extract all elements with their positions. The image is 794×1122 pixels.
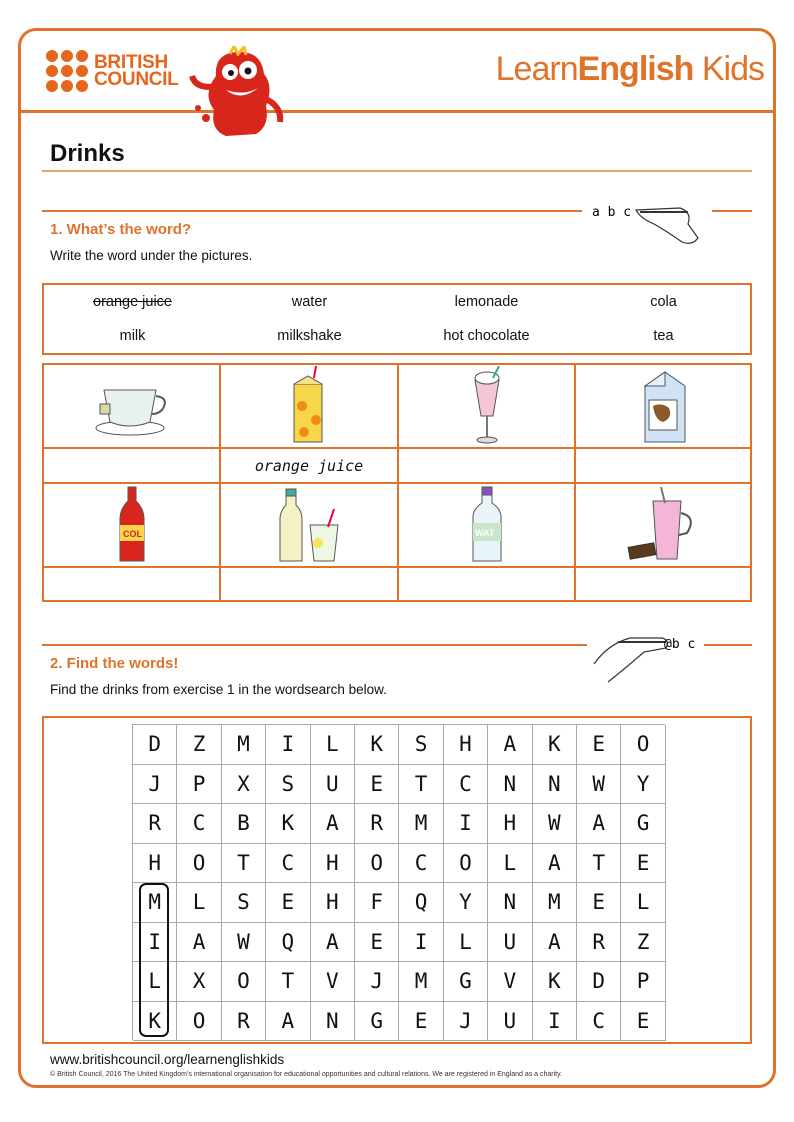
wordsearch-cell[interactable]: J: [444, 1002, 488, 1042]
wordsearch-cell[interactable]: L: [488, 844, 532, 884]
section2-rule: [42, 644, 587, 646]
wordsearch-grid: [132, 724, 665, 1040]
wordsearch-cell[interactable]: L: [177, 883, 221, 923]
wordsearch-cell[interactable]: S: [222, 883, 266, 923]
picture-water: [399, 484, 576, 568]
wordsearch-cell[interactable]: T: [222, 844, 266, 884]
wordsearch-cell[interactable]: S: [399, 725, 443, 765]
wordsearch-cell[interactable]: G: [621, 804, 665, 844]
wordsearch-cell[interactable]: S: [266, 765, 310, 805]
wordsearch-cell[interactable]: O: [177, 1002, 221, 1042]
wordsearch-cell[interactable]: A: [311, 804, 355, 844]
header-divider: [18, 110, 776, 113]
writing-hand-icon: [588, 194, 708, 257]
word-bank: [42, 283, 752, 355]
section1-rule-end: [712, 210, 752, 212]
wordsearch-cell[interactable]: X: [222, 765, 266, 805]
wordsearch-cell[interactable]: K: [533, 725, 577, 765]
wordsearch-cell[interactable]: O: [222, 962, 266, 1002]
wordsearch-cell[interactable]: N: [533, 765, 577, 805]
wordsearch-cell[interactable]: I: [266, 725, 310, 765]
cola-bottle-icon: [112, 485, 152, 565]
wordsearch-cell[interactable]: O: [177, 844, 221, 884]
word-bank-item: orange juice: [93, 294, 172, 310]
wordsearch-cell[interactable]: M: [222, 725, 266, 765]
wordsearch-cell[interactable]: H: [488, 804, 532, 844]
answer-cell[interactable]: [399, 449, 576, 484]
answer-cell[interactable]: orange juice: [221, 449, 399, 484]
wordsearch-cell[interactable]: K: [266, 804, 310, 844]
wordsearch-cell[interactable]: D: [577, 962, 621, 1002]
wordsearch-cell[interactable]: C: [266, 844, 310, 884]
picture-cola: [44, 484, 221, 568]
wordsearch-cell[interactable]: C: [399, 844, 443, 884]
wordsearch-cell[interactable]: A: [533, 844, 577, 884]
word-bank-item: tea: [653, 328, 674, 344]
wordsearch-cell[interactable]: G: [355, 1002, 399, 1042]
wordsearch-cell[interactable]: E: [577, 725, 621, 765]
wordsearch-cell[interactable]: I: [533, 1002, 577, 1042]
section2-heading: 2. Find the words!: [50, 655, 179, 672]
wordsearch-cell[interactable]: K: [533, 962, 577, 1002]
wordsearch-cell[interactable]: V: [311, 962, 355, 1002]
wordsearch-cell[interactable]: F: [355, 883, 399, 923]
section1-instruction: Write the word under the pictures.: [50, 248, 253, 263]
wordsearch-cell[interactable]: K: [355, 725, 399, 765]
wordsearch-cell[interactable]: N: [488, 883, 532, 923]
wordsearch-cell[interactable]: R: [222, 1002, 266, 1042]
wordsearch-cell[interactable]: W: [222, 923, 266, 963]
section2-rule-end: [704, 644, 752, 646]
word-bank-item: milk: [119, 328, 146, 344]
lemonade-icon: [274, 485, 344, 565]
wordsearch-cell[interactable]: I: [399, 923, 443, 963]
wordsearch-cell[interactable]: H: [311, 883, 355, 923]
svg-text:a b c: a b c: [592, 205, 632, 220]
wordsearch-cell[interactable]: Y: [444, 883, 488, 923]
wordsearch-cell[interactable]: H: [311, 844, 355, 884]
wordsearch-cell[interactable]: T: [266, 962, 310, 1002]
svg-text:COL: COL: [122, 529, 142, 539]
wordsearch-cell[interactable]: N: [488, 765, 532, 805]
wordsearch-cell[interactable]: Z: [621, 923, 665, 963]
wordsearch-cell[interactable]: C: [177, 804, 221, 844]
wordsearch-cell[interactable]: N: [311, 1002, 355, 1042]
wordsearch-cell[interactable]: W: [577, 765, 621, 805]
section1-heading: 1. What’s the word?: [50, 221, 192, 238]
wordsearch-cell[interactable]: R: [355, 804, 399, 844]
svg-text:@b c: @b c: [664, 637, 696, 652]
wordsearch-cell[interactable]: A: [488, 725, 532, 765]
word-bank-item: lemonade: [454, 294, 519, 310]
juice-carton-icon: [284, 366, 334, 446]
wordsearch-cell[interactable]: L: [621, 883, 665, 923]
picture-milkshake: [399, 365, 576, 449]
wordsearch-cell[interactable]: E: [399, 1002, 443, 1042]
brand-line1: BRITISH: [94, 52, 168, 73]
british-council-logo: [46, 50, 178, 92]
footer-url[interactable]: www.britishcouncil.org/learnenglishkids: [50, 1052, 285, 1067]
wordsearch-cell[interactable]: Z: [177, 725, 221, 765]
wordsearch-cell[interactable]: R: [133, 804, 177, 844]
picture-tea: [44, 365, 221, 449]
found-word-ring: [139, 883, 169, 1037]
wordsearch-cell[interactable]: U: [488, 923, 532, 963]
wordsearch-cell[interactable]: C: [577, 1002, 621, 1042]
wordsearch-cell[interactable]: E: [621, 844, 665, 884]
logo-dots-icon: [46, 50, 88, 92]
answer-cell[interactable]: [44, 568, 221, 602]
wordsearch-cell[interactable]: U: [488, 1002, 532, 1042]
svg-text:WAT: WAT: [474, 528, 494, 538]
word-bank-item: hot chocolate: [443, 328, 530, 344]
wordsearch-cell[interactable]: Q: [399, 883, 443, 923]
wordsearch-cell[interactable]: H: [444, 725, 488, 765]
wordsearch-cell[interactable]: P: [621, 962, 665, 1002]
wordsearch-cell[interactable]: E: [266, 883, 310, 923]
wordsearch-cell[interactable]: W: [533, 804, 577, 844]
wordsearch-cell[interactable]: H: [133, 844, 177, 884]
wordsearch-cell[interactable]: O: [621, 725, 665, 765]
wordsearch-cell[interactable]: E: [621, 1002, 665, 1042]
wordsearch-cell[interactable]: B: [222, 804, 266, 844]
wordsearch-cell[interactable]: X: [177, 962, 221, 1002]
word-bank-item: water: [291, 294, 328, 310]
wordsearch-cell[interactable]: A: [266, 1002, 310, 1042]
tea-cup-icon: [92, 374, 172, 438]
picture-orange-juice: [221, 365, 399, 449]
wordsearch-cell[interactable]: L: [311, 725, 355, 765]
answer-cell[interactable]: [44, 449, 221, 484]
monster-mascot-icon: [186, 46, 286, 141]
milkshake-icon: [467, 366, 507, 446]
wordsearch-cell[interactable]: L: [133, 962, 177, 1002]
wordsearch-cell[interactable]: T: [399, 765, 443, 805]
answer-cell[interactable]: [399, 568, 576, 602]
wordsearch-cell[interactable]: M: [533, 883, 577, 923]
wordsearch-cell[interactable]: A: [311, 923, 355, 963]
wordsearch-cell[interactable]: R: [577, 923, 621, 963]
wordsearch-cell[interactable]: G: [444, 962, 488, 1002]
answer-cell[interactable]: [576, 568, 752, 602]
section2-instruction: Find the drinks from exercise 1 in the wordsearch below.: [50, 682, 387, 697]
answer-cell[interactable]: [221, 568, 399, 602]
wordsearch-cell[interactable]: Q: [266, 923, 310, 963]
page-title: Drinks: [50, 140, 125, 167]
answer-cell[interactable]: [576, 449, 752, 484]
wordsearch-cell[interactable]: A: [577, 804, 621, 844]
title-underline: [42, 170, 752, 172]
writing-hand-icon: [588, 626, 708, 691]
wordsearch-cell[interactable]: Y: [621, 765, 665, 805]
picture-hot-chocolate: [576, 484, 752, 568]
wordsearch-cell[interactable]: V: [488, 962, 532, 1002]
wordsearch-cell[interactable]: J: [355, 962, 399, 1002]
wordsearch-cell[interactable]: T: [577, 844, 621, 884]
picture-milk: [576, 365, 752, 449]
wordsearch-cell[interactable]: A: [177, 923, 221, 963]
wordsearch-cell[interactable]: I: [133, 923, 177, 963]
picture-grid: [42, 363, 752, 602]
wordsearch-cell[interactable]: O: [444, 844, 488, 884]
word-bank-item: cola: [650, 294, 677, 310]
wordsearch-cell[interactable]: U: [311, 765, 355, 805]
wordsearch-cell[interactable]: C: [444, 765, 488, 805]
brand-line2: COUNCIL: [94, 69, 179, 90]
wordsearch-cell[interactable]: M: [133, 883, 177, 923]
wordsearch-cell[interactable]: E: [355, 923, 399, 963]
section1-rule: [42, 210, 582, 212]
learnenglish-kids-logo: LearnEnglish Kids: [495, 50, 764, 88]
wordsearch-cell[interactable]: K: [133, 1002, 177, 1042]
wordsearch-cell[interactable]: M: [399, 962, 443, 1002]
wordsearch-cell[interactable]: E: [355, 765, 399, 805]
wordsearch-cell[interactable]: I: [444, 804, 488, 844]
wordsearch-cell[interactable]: E: [577, 883, 621, 923]
wordsearch-cell[interactable]: P: [177, 765, 221, 805]
hot-chocolate-icon: [623, 485, 703, 565]
picture-lemonade: [221, 484, 399, 568]
wordsearch-cell[interactable]: A: [533, 923, 577, 963]
water-bottle-icon: [467, 485, 507, 565]
wordsearch-cell[interactable]: D: [133, 725, 177, 765]
milk-carton-icon: [633, 366, 693, 446]
word-bank-item: milkshake: [277, 328, 342, 344]
footer-copyright: © British Council, 2016 The United Kingdom’s international organisation for educational opportunities and cultural relations. We are registered in England as a charity.: [50, 1071, 563, 1078]
wordsearch-cell[interactable]: L: [444, 923, 488, 963]
wordsearch-cell[interactable]: O: [355, 844, 399, 884]
wordsearch-cell[interactable]: M: [399, 804, 443, 844]
wordsearch-cell[interactable]: J: [133, 765, 177, 805]
